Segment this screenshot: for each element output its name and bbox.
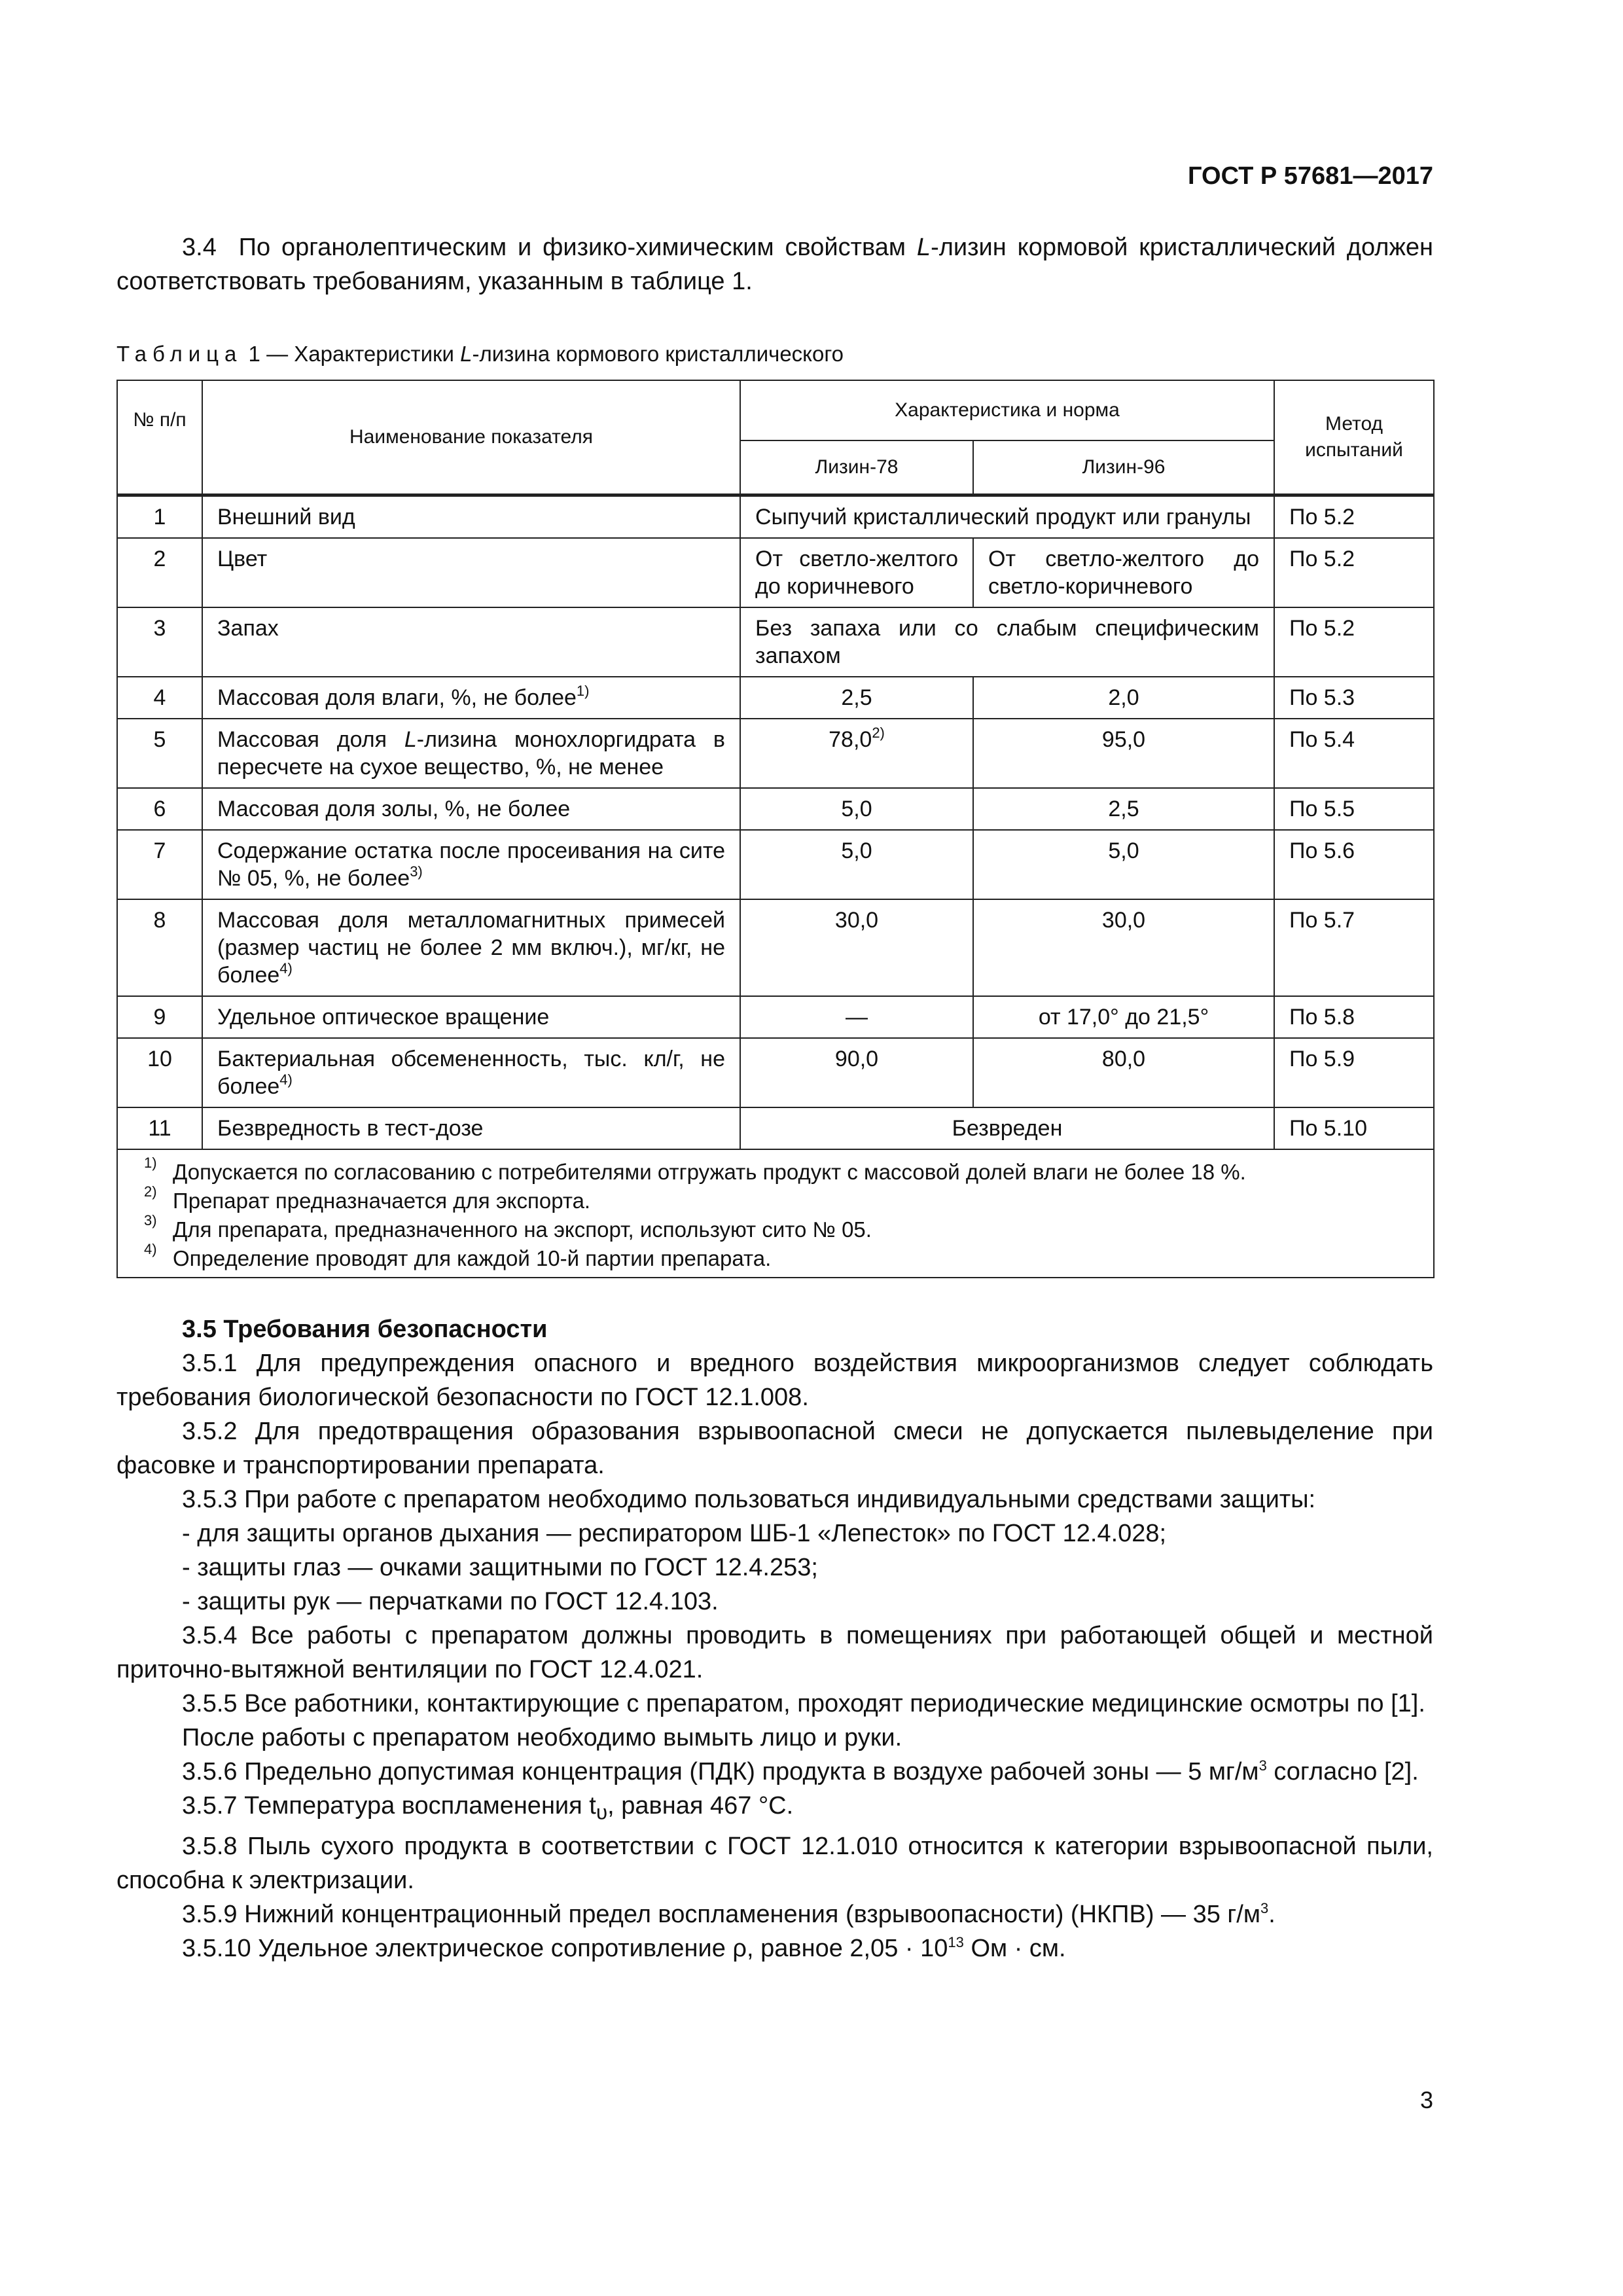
clause-3-5-1: 3.5.1 Для предупреждения опасного и вредного воздействия микроорганизмов следует соблюдать требования биологической безопасности по ГОСТ 12.1.008. (116, 1350, 1433, 1411)
table-row: 6 Массовая доля золы, %, не более 5,0 2,5 По 5.5 (117, 788, 1434, 830)
header-num: № п/п (117, 380, 202, 495)
table-notes-row (117, 1149, 1434, 1278)
table-caption: Таблица 1 — Характеристики L-лизина кормового кристаллического (116, 342, 844, 366)
clause-3-5-9: 3.5.9 Нижний концентрационный предел воспламенения (взрывоопасности) (НКПВ) — 35 $г/м^3$. (182, 1899, 1275, 1928)
clause-3-5-5-note: После работы с препаратом необходимо вымыть лицо и руки. (182, 1724, 902, 1751)
clause-number: 3.4 (182, 234, 217, 261)
table-note: 1) Допускается по согласованию с потребителями отгружать продукт с массовой долей влаги не более 18 %. (144, 1155, 1246, 1184)
list-item: - защиты рук — перчатками по ГОСТ 12.4.103. (182, 1588, 719, 1615)
characteristics-table (116, 380, 1435, 1278)
table-row: 2 Цвет От светло-желтого до коричневого От светло-желтого до светло-коричневого По 5.2 (117, 538, 1434, 607)
clause-3-5-4: 3.5.4 Все работы с препаратом должны проводить в помещениях при работающей общей и местной приточно-вытяжной вентиляции по ГОСТ 12.4.021. (116, 1622, 1433, 1683)
page-number: 3 (1419, 2087, 1433, 2113)
clause-3-5-7: 3.5.7 Температура воспламенения $t_\upsilon$, равная 467 °С. (182, 1792, 794, 1824)
clause-3-5-2: 3.5.2 Для предотвращения образования взрывоопасной смеси не допускается пылевыделение при фасовке и транспортировании препарата. (116, 1418, 1433, 1479)
header-method: Метод испытаний (1274, 380, 1434, 495)
table-row: 10 Бактериальная обсемененность, тыс. кл/г, не более$^{4)}$ 90,0 80,0 По 5.9 (117, 1038, 1434, 1107)
header-lysine-78: Лизин-78 (740, 440, 973, 495)
table-row: 5 Массовая доля L-лизина монохлоргидрата в пересчете на сухое вещество, %, не менее 78,0$^{2)}$ 95,0 По 5.4 (117, 719, 1434, 788)
clause-3-5-8: 3.5.8 Пыль сухого продукта в соответствии с ГОСТ 12.1.010 относится к категории взрывоопасной пыли, способна к электризации. (116, 1832, 1433, 1894)
table-note: 2) Препарат предназначается для экспорта. (144, 1183, 591, 1213)
table-row: 3 Запах Без запаха или со слабым специфическим запахом По 5.2 (117, 607, 1434, 677)
section-title: 3.5 Требования безопасности (182, 1316, 548, 1343)
table-row: 11 Безвредность в тест-дозе Безвреден По 5.10 (117, 1107, 1434, 1149)
header-norm: Характеристика и норма (740, 380, 1274, 440)
table-header-row (117, 380, 1434, 440)
header-lysine-96: Лизин-96 (973, 440, 1274, 495)
clause-3-5-3: 3.5.3 При работе с препаратом необходимо пользоваться индивидуальными средствами защиты: (182, 1486, 1316, 1513)
table-row: 7 Содержание остатка после просеивания на сите № 05, %, не более$^{3)}$ 5,0 5,0 По 5.6 (117, 830, 1434, 899)
clause-3-5-5: 3.5.5 Все работники, контактирующие с препаратом, проходят периодические медицинские осмотры по [1]. (182, 1690, 1425, 1717)
table-row: 1 Внешний вид Сыпучий кристаллический продукт или гранулы По 5.2 (117, 495, 1434, 539)
intro-paragraph: 3.4 По органолептическим и физико-химическим свойствам L-лизин кормовой кристаллический должен соответствовать требованиям, указанным в таблице 1. (116, 234, 1433, 295)
table-row: 9 Удельное оптическое вращение — от 17,0° до 21,5° По 5.8 (117, 996, 1434, 1038)
header-name: Наименование показателя (202, 380, 740, 495)
table-note: 4) Определение проводят для каждой 10-й партии препарата. (144, 1241, 772, 1270)
clause-3-5-6: 3.5.6 Предельно допустимая концентрация (ПДК) продукта в воздухе рабочей зоны — 5 $мг/м^3$ согласно [2]. (182, 1757, 1419, 1785)
table-note: 3) Для препарата, предназначенного на экспорт, используют сито № 05. (144, 1212, 872, 1242)
table-row: 4 Массовая доля влаги, %, не более$^{1)}$ 2,5 2,0 По 5.3 (117, 677, 1434, 719)
table-row: 8 Массовая доля металломагнитных примесей (размер частиц не более 2 мм включ.), мг/кг, не более$^{4)}$ 30,0 30,0 По 5.7 (117, 899, 1434, 996)
table-notes (117, 1149, 1434, 1278)
clause-3-5-10: 3.5.10 Удельное электрическое сопротивление ρ, равное $2,05 \cdot 10^{13}$ Ом · см. (182, 1933, 1066, 1962)
page-content (116, 230, 1433, 1965)
list-item: - для защиты органов дыхания — респиратором ШБ-1 «Лепесток» по ГОСТ 12.4.028; (182, 1520, 1167, 1547)
doc-header: ГОСТ Р 57681—2017 (1188, 162, 1433, 190)
list-item: - защиты глаз — очками защитными по ГОСТ 12.4.253; (182, 1554, 818, 1581)
